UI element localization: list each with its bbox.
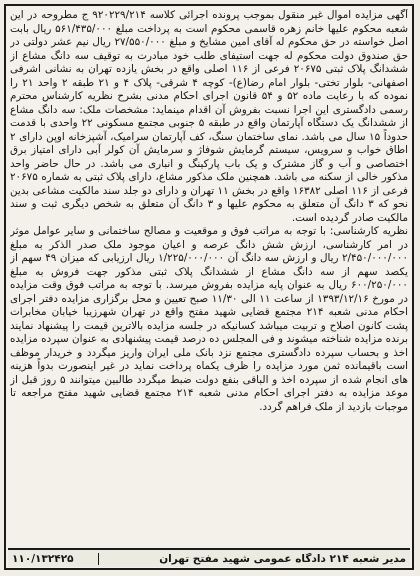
notice-paragraph-main: آگهی مزایده اموال غیر منقول بموجب پرونده اجرائی کلاسه ۹۲۰۲۲۹/۲۱۴ ج مطروحه در این شعبه محکوم علیها خانم زهره قاسمی محکوم است به پرداخت مبلغ ۵۶۱/۴۳۵/۰۰۰ ریال بابت اصل خواسته در حق محکوم له آقای امین مشایخ و مبلغ ۲۷/۵۵۰/۰۰۰ ریال نیم عشر دولتی در حق صندوق دولت محکوم له جهت استیفای طلب خود مبادرت به توقیف سه دانگ مشاع از ششدانگ پلاک ثبتی ۲۰۶۷۵ فرعی از ۱۱۶ اصلی واقع در بخش یازده تهران به نشانی اشرفی اصفهانی- بلوار تختی- بلوار امام رضا(ع)- کوچه ۴ شرقی- پلاک ۴ و ۲۱ طبقه ۲ واحد ۲۱ را نموده که با رعایت ماده ۵۲ و ۵۴ قانون اجرای احکام مدنی بشرح نظریه کارشناس محترم رسمی دادگستری این اجرا نسبت بفروش آن اقدام مینماید: مشخصات ملک: سه دانگ مشاع از ششدانگ یک دستگاه آپارتمان واقع در طبقه ۵ جنوبی مجتمع مسکونی ۲۲ واحدی با قدمت حدوداً ۱۵ سال می باشد. نمای ساختمان سنگ، کف آپارتمان سرامیک، آشپزخانه اوپن دارای ۲ اطاق خواب و سرویس، سیستم گرمایش شوفاژ و سرمایش آن کولر آبی دارای امتیاز برق اختصاصی و آب و گاز مشترک و یک باب پارکینگ و انباری می باشد. در حال حاضر واحد مذکور خالی از سکنه می باشد. همچنین ملک مذکور مشاع، دارای پلاک ثبتی به شماره ۲۰۶۷۵ فرعی از ۱۱۶ اصلی ۱۶۳۸۲ واقع در بخش ۱۱ تهران و دارای دو جلد سند مالکیت مشاعی بدین نحو که ۳ دانگ آن متعلق به محکوم علیها و ۳ دانگ آن متعلق به شخص دیگری ثبت و سند مالکیت صادر گردیده است. xyxy=(10,9,408,224)
reference-number: ۱۱۰/۱۳۲۴۲۵ xyxy=(8,553,99,565)
notice-body xyxy=(10,9,408,548)
notice-paragraph-expert-opinion: نظریه کارشناسی: با توجه به مراتب فوق و موقعیت و مصالح ساختمانی و سایر عوامل موثر در امر کارشناسی، ارزش شش دانگ عرصه و اعیان موجود ملک صدر الذکر به مبلغ ۲/۴۵۰/۰۰۰/۰۰۰ ریال و ارزش سه دانگ آن ۱/۲۲۵/۰۰۰/۰۰۰ ریال ارزیابی که میزان ۴۹ سهم از یکصد سهم از سه دانگ مشاع از ششدانگ پلاک ثبتی مذکور جهت فروش به مبلغ ۶۰۰/۲۵۰/۰۰۰ ریال به عنوان پایه مزایده بفروش میرسد. با توجه به مراتب فوق وقت مزایده در مورخ ۱۳۹۳/۱۲/۱۶ از ساعت ۱۱ الی ۱۱/۳۰ صبح تعیین و محل برگزاری مزایده دفتر اجرای احکام مدنی شعبه ۲۱۴ مجتمع قضایی شهید مفتح واقع در تهران شهرزیبا خیابان مخابرات پشت کانون اصلاح و تربیت میباشد کسانیکه در جلسه مزایده بالاترین قیمت را پیشنهاد نمایند برنده مزایده شناخته میشوند و فی المجلس ده درصد قیمت پیشنهادی به عنوان سپرده مزایده اخذ و بحساب سپرده دادگستری مجتمع نزد بانک ملی ایران واریز میگردد و خریدار موظف است باقیمانده ثمن مورد مزایده را ظرف یکماه پرداخت نماید در غیر اینصورت بدواً هزینه های انجام شده از سپرده اخذ و الباقی بنفع دولت ضبط میگردد طالبین میتوانند ۵ روز قبل از موعد مزایده به دفتر اجرای احکام مدنی شعبه ۲۱۴ مجتمع قضایی شهید مفتح مراجعه تا موجبات بازدید از ملک فراهم گردد. xyxy=(10,225,408,413)
notice-footer xyxy=(8,548,410,567)
signer-line: مدیر شعبه ۲۱۴ دادگاه عمومی شهید مفتح تهران xyxy=(159,552,406,565)
auction-notice xyxy=(4,4,414,570)
